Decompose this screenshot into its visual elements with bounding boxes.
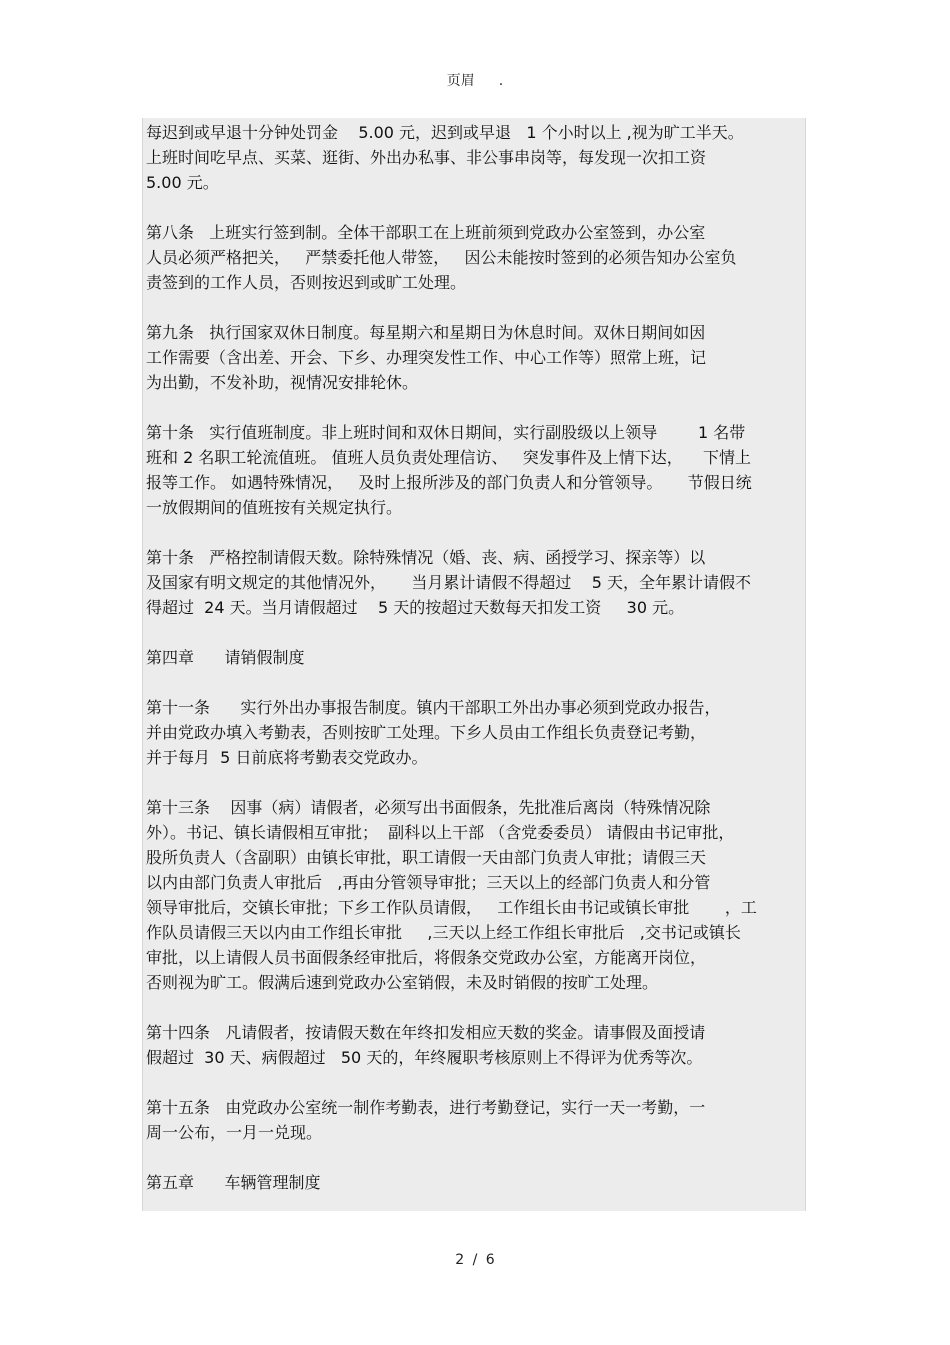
document-content — [143, 118, 803, 1195]
text-line: 一放假期间的值班按有关规定执行。 — [146, 498, 403, 517]
chapter-heading — [146, 645, 803, 670]
text-line: 及国家有明文规定的其他情况外， 当月累计请假不得超过 5 天，全年累计请假不 — [146, 573, 752, 592]
text-line: 外）。书记、镇长请假相互审批； 副科以上干部 （含党委委员） 请假由书记审批， — [146, 823, 735, 842]
text-line: 第十五条 由党政办公室统一制作考勤表，进行考勤登记，实行一天一考勤，一 — [146, 1098, 706, 1117]
text-line: 第十三条 因事（病）请假者，必须写出书面假条，先批准后离岗（特殊情况除 — [146, 798, 711, 817]
text-line: 上班时间吃早点、买菜、逛街、外出办私事、非公事串岗等，每发现一次扣工资 — [146, 148, 707, 167]
article-paragraph — [146, 545, 803, 620]
text-line: 第四章 请销假制度 — [146, 648, 305, 667]
text-line: 为出勤，不发补助，视情况安排轮休。 — [146, 373, 419, 392]
page-header — [0, 70, 950, 90]
text-line: 第十条 严格控制请假天数。除特殊情况（婚、丧、病、函授学习、探亲等）以 — [146, 548, 706, 567]
text-line: 领导审批后，交镇长审批；下乡工作队员请假， 工作组长由书记或镇长审批 ，工 — [146, 898, 757, 917]
text-line: 周一公布，一月一兑现。 — [146, 1123, 323, 1142]
text-line: 第八条 上班实行签到制。全体干部职工在上班前须到党政办公室签到，办公室 — [146, 223, 706, 242]
text-line: 股所负责人（含副职）由镇长审批，职工请假一天由部门负责人审批；请假三天 — [146, 848, 707, 867]
text-line: 假超过 30 天、病假超过 50 天的，年终履职考核原则上不得评为优秀等次。 — [146, 1048, 703, 1067]
text-line: 报等工作。 如遇特殊情况， 及时上报所涉及的部门负责人和分管领导。 节假日统 — [146, 473, 752, 492]
text-line: 以内由部门负责人审批后 ,再由分管领导审批；三天以上的经部门负责人和分管 — [146, 873, 711, 892]
text-line: 否则视为旷工。假满后速到党政办公室销假，未及时销假的按旷工处理。 — [146, 973, 659, 992]
chapter-heading — [146, 1170, 803, 1195]
text-line: 人员必须严格把关， 严禁委托他人带签， 因公未能按时签到的必须告知办公室负 — [146, 248, 737, 267]
page-footer — [0, 1252, 950, 1268]
article-paragraph — [146, 120, 803, 195]
article-paragraph — [146, 1095, 803, 1145]
article-paragraph — [146, 695, 803, 770]
text-line: 作队员请假三天以内由工作组长审批 ,三天以上经工作组长审批后 ,交书记或镇长 — [146, 923, 741, 942]
text-line: 审批，以上请假人员书面假条经审批后，将假条交党政办公室，方能离开岗位， — [146, 948, 707, 967]
text-line: 责签到的工作人员，否则按迟到或旷工处理。 — [146, 273, 467, 292]
text-line: 第十一条 实行外出办事报告制度。镇内干部职工外出办事必须到党政办报告， — [146, 698, 721, 717]
text-line: 每迟到或早退十分钟处罚金 5.00 元，迟到或早退 1 个小时以上 ,视为旷工半天。 — [146, 123, 744, 142]
article-paragraph — [146, 320, 803, 395]
document-body — [142, 118, 806, 1211]
page-number: 2 / 6 — [455, 1252, 495, 1268]
text-line: 5.00 元。 — [146, 173, 219, 192]
text-line: 第五章 车辆管理制度 — [146, 1173, 321, 1192]
text-line: 并由党政办填入考勤表，否则按旷工处理。下乡人员由工作组长负责登记考勤， — [146, 723, 707, 742]
article-paragraph — [146, 220, 803, 295]
article-paragraph — [146, 1020, 803, 1070]
text-line: 得超过 24 天。当月请假超过 5 天的按超过天数每天扣发工资 30 元。 — [146, 598, 685, 617]
text-line: 班和 2 名职工轮流值班。 值班人员负责处理信访、 突发事件及上情下达， 下情上 — [146, 448, 752, 467]
text-line: 第十四条 凡请假者，按请假天数在年终扣发相应天数的奖金。请事假及面授请 — [146, 1023, 706, 1042]
text-line: 工作需要（含出差、开会、下乡、办理突发性工作、中心工作等）照常上班，记 — [146, 348, 707, 367]
text-line: 第九条 执行国家双休日制度。每星期六和星期日为休息时间。双休日期间如因 — [146, 323, 706, 342]
header-label: 页眉 — [446, 73, 475, 89]
text-line: 第十条 实行值班制度。非上班时间和双休日期间，实行副股级以上领导 1 名带 — [146, 423, 746, 442]
header-dot: . — [498, 73, 504, 89]
article-paragraph — [146, 795, 803, 995]
article-paragraph — [146, 420, 803, 520]
text-line: 并于每月 5 日前底将考勤表交党政办。 — [146, 748, 428, 767]
